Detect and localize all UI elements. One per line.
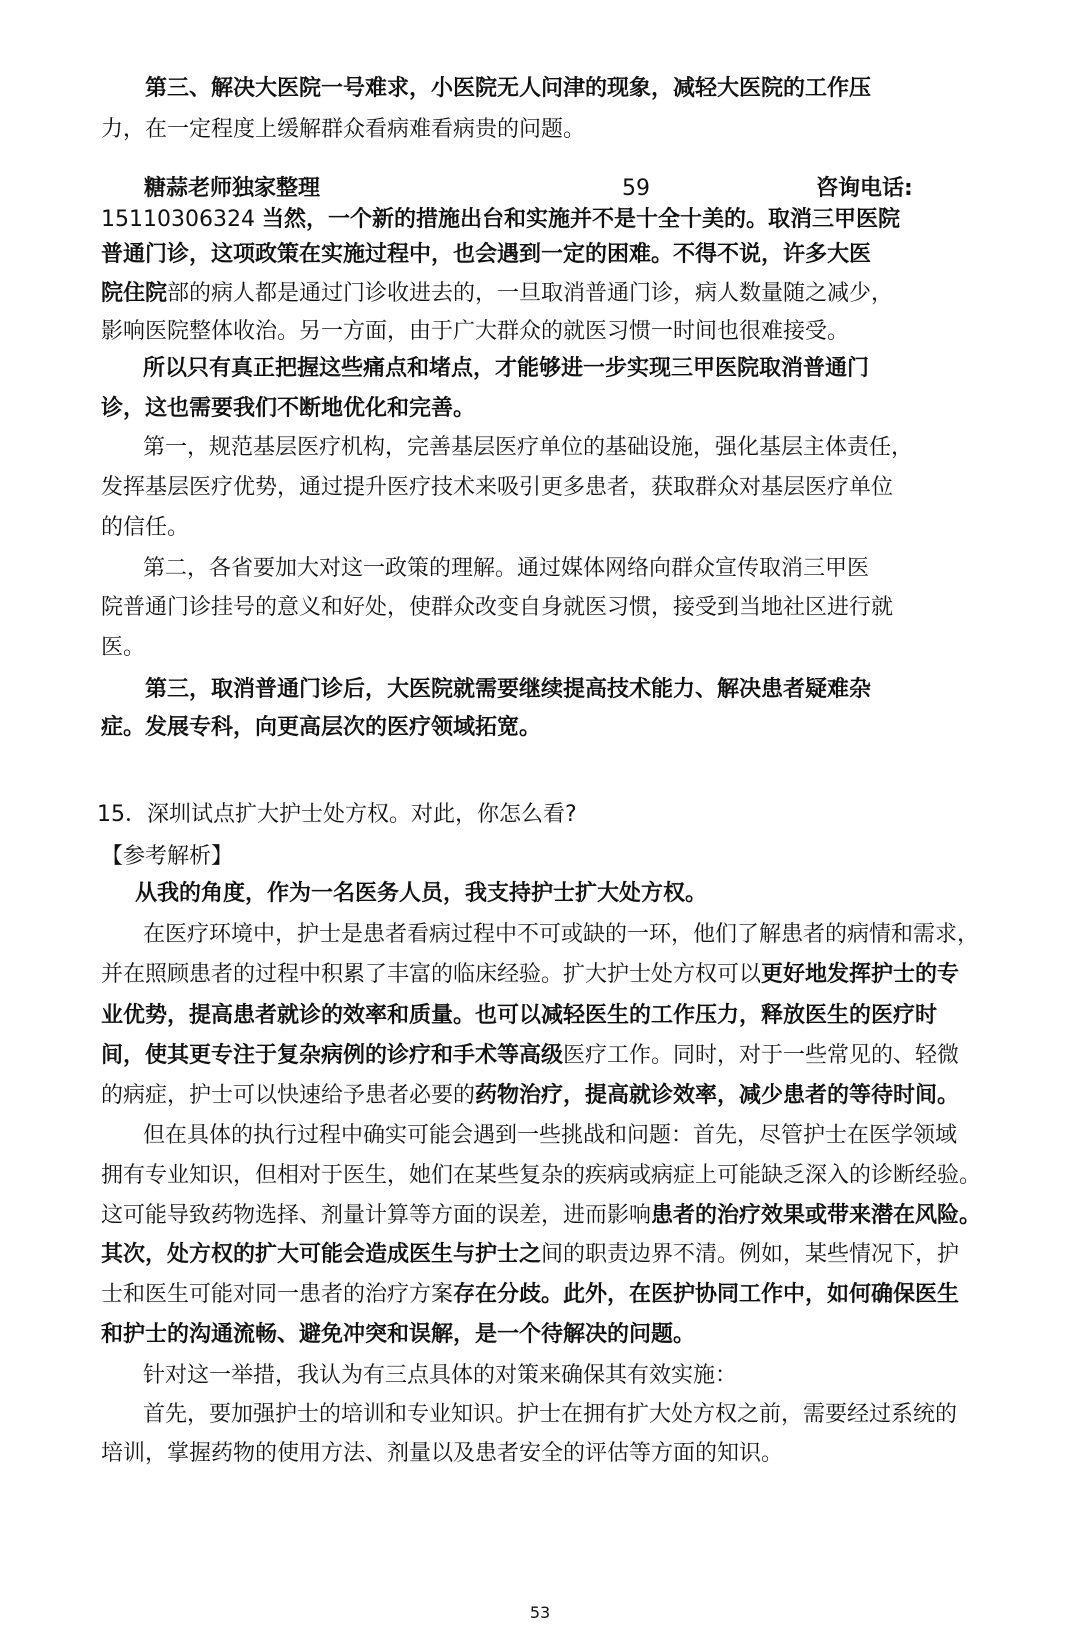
text-run: 的病症，护士可以快速给予患者必要的	[101, 1083, 476, 1108]
text-run: 士和医生可能对同一患者的治疗方案	[101, 1282, 454, 1307]
text-line	[101, 394, 475, 424]
text-line	[101, 1081, 959, 1111]
text-line	[101, 1001, 937, 1031]
text-run: 拥有专业知识，但相对于医生，她们在某些复杂的疾病或病症上可能缺乏深入的诊断经验。	[101, 1163, 982, 1188]
text-line	[101, 713, 541, 743]
text-run: 和护士的沟通流畅、避免冲突和误解，是一个待解决的问题。	[101, 1322, 696, 1347]
text-run: 的信任。	[101, 515, 190, 540]
text-line	[101, 115, 585, 145]
header-contact: 咨询电话:	[816, 176, 913, 201]
text-run: 针对这一举措，我认为有三点具体的对策来确保其有效实施：	[143, 1363, 738, 1388]
text-line	[101, 317, 849, 347]
text-run: 存在分歧。此外，在医护协同工作中，如何确保医生	[453, 1282, 960, 1307]
text-line	[101, 513, 189, 543]
text-line	[143, 433, 913, 463]
text-line	[101, 240, 871, 270]
header-source: 糖蒜老师独家整理	[144, 176, 321, 201]
text-run: 培训，掌握药物的使用方法、剂量以及患者安全的评估等方面的知识。	[101, 1441, 784, 1466]
text-line	[143, 1400, 957, 1430]
text-run: 在医疗环境中，护士是患者看病过程中不可或缺的一环，他们了解患者的病情和需求，	[143, 922, 980, 947]
text-line	[145, 74, 871, 104]
text-line	[101, 593, 893, 623]
text-line	[101, 1201, 981, 1231]
text-run: 15．深圳试点扩大护士处方权。对此，你怎么看?	[97, 802, 577, 827]
text-run: 药物治疗，提高就诊效率，减少患者的等待时间。	[475, 1083, 960, 1108]
text-line	[101, 1320, 695, 1350]
text-run: 并在照顾患者的过程中积累了丰富的临床经验。扩大护士处方权可以	[101, 962, 762, 987]
text-run: 从我的角度，作为一名医务人员，我支持护士扩大处方权。	[135, 881, 708, 906]
text-run: 业优势，提高患者就诊的效率和质量。也可以减轻医生的工作压力，释放医生的医疗时	[101, 1003, 938, 1028]
text-line	[101, 1240, 959, 1270]
text-line	[143, 554, 869, 584]
text-run: 影响医院整体收治。另一方面，由于广大群众的就医习惯一时间也很难接受。	[101, 319, 850, 344]
text-run: 诊，这也需要我们不断地优化和完善。	[101, 396, 476, 421]
text-run: 但在具体的执行过程中确实可能会遇到一些挑战和问题：首先，尽管护士在医学领域	[143, 1123, 958, 1148]
text-run: 【参考解析】	[101, 844, 234, 869]
text-line	[101, 842, 233, 872]
text-line	[143, 920, 979, 950]
text-run: 症。发展专科，向更高层次的医疗领域拓宽。	[101, 715, 542, 740]
text-line	[101, 1161, 981, 1191]
text-run: 第三、解决大医院一号难求，小医院无人问津的现象，减轻大医院的工作压	[145, 76, 872, 101]
text-run: 发挥基层医疗优势，通过提升医疗技术来吸引更多患者，获取群众对基层医疗单位	[101, 475, 894, 500]
text-line	[97, 800, 577, 830]
text-run: 医。	[101, 635, 146, 660]
header-page-ref: 59	[622, 176, 650, 201]
text-run: 所以只有真正把握这些痛点和堵点，才能够进一步实现三甲医院取消普通门	[143, 356, 870, 381]
text-run: 普通门诊，这项政策在实施过程中，也会遇到一定的困难。不得不说，许多大医	[101, 242, 872, 267]
text-run: 部的病人都是通过门诊收进去的，一旦取消普通门诊，病人数量随之减少，	[167, 281, 894, 306]
text-line	[101, 205, 900, 235]
text-run: 第三，取消普通门诊后，大医院就需要继续提高技术能力、解决患者疑难杂	[145, 677, 872, 702]
text-run: 力，在一定程度上缓解群众看病难看病贵的问题。	[101, 117, 586, 142]
text-run: 间的职责边界不清。例如，某些情况下，护	[541, 1242, 960, 1267]
text-run: 当然，一个新的措施出台和实施并不是十全十美的。取消三甲医院	[261, 207, 900, 232]
text-run: 这可能导致药物选择、剂量计算等方面的误差，进而影响	[101, 1203, 652, 1228]
text-run: 医疗工作。同时，对于一些常见的、轻微	[563, 1043, 960, 1068]
text-line	[101, 1041, 959, 1071]
text-line	[101, 473, 893, 503]
text-line	[143, 354, 869, 384]
text-run: 第二，各省要加大对这一政策的理解。通过媒体网络向群众宣传取消三甲医	[143, 556, 870, 581]
text-line	[143, 1121, 957, 1151]
text-run: 其次，处方权的扩大可能会造成医生与护士之	[101, 1242, 542, 1267]
text-line	[135, 879, 707, 909]
page-number: 53	[529, 1603, 551, 1622]
text-line	[145, 675, 871, 705]
text-line	[143, 1361, 737, 1391]
text-line	[101, 1280, 959, 1310]
text-line	[101, 633, 145, 663]
text-run: 15110306324	[101, 207, 262, 232]
text-line	[101, 960, 959, 990]
text-run: 患者的治疗效果或带来潜在风险。	[651, 1203, 982, 1228]
text-line	[101, 1439, 783, 1469]
text-run: 第一，规范基层医疗机构，完善基层医疗单位的基础设施，强化基层主体责任，	[143, 435, 914, 460]
text-run: 院住院	[101, 281, 168, 306]
text-run: 间，使其更专注于复杂病例的诊疗和手术等高级	[101, 1043, 564, 1068]
text-run: 院普通门诊挂号的意义和好处，使群众改变自身就医习惯，接受到当地社区进行就	[101, 595, 894, 620]
text-line	[101, 279, 893, 309]
text-run: 首先，要加强护士的培训和专业知识。护士在拥有扩大处方权之前，需要经过系统的	[143, 1402, 958, 1427]
text-run: 更好地发挥护士的专	[761, 962, 960, 987]
